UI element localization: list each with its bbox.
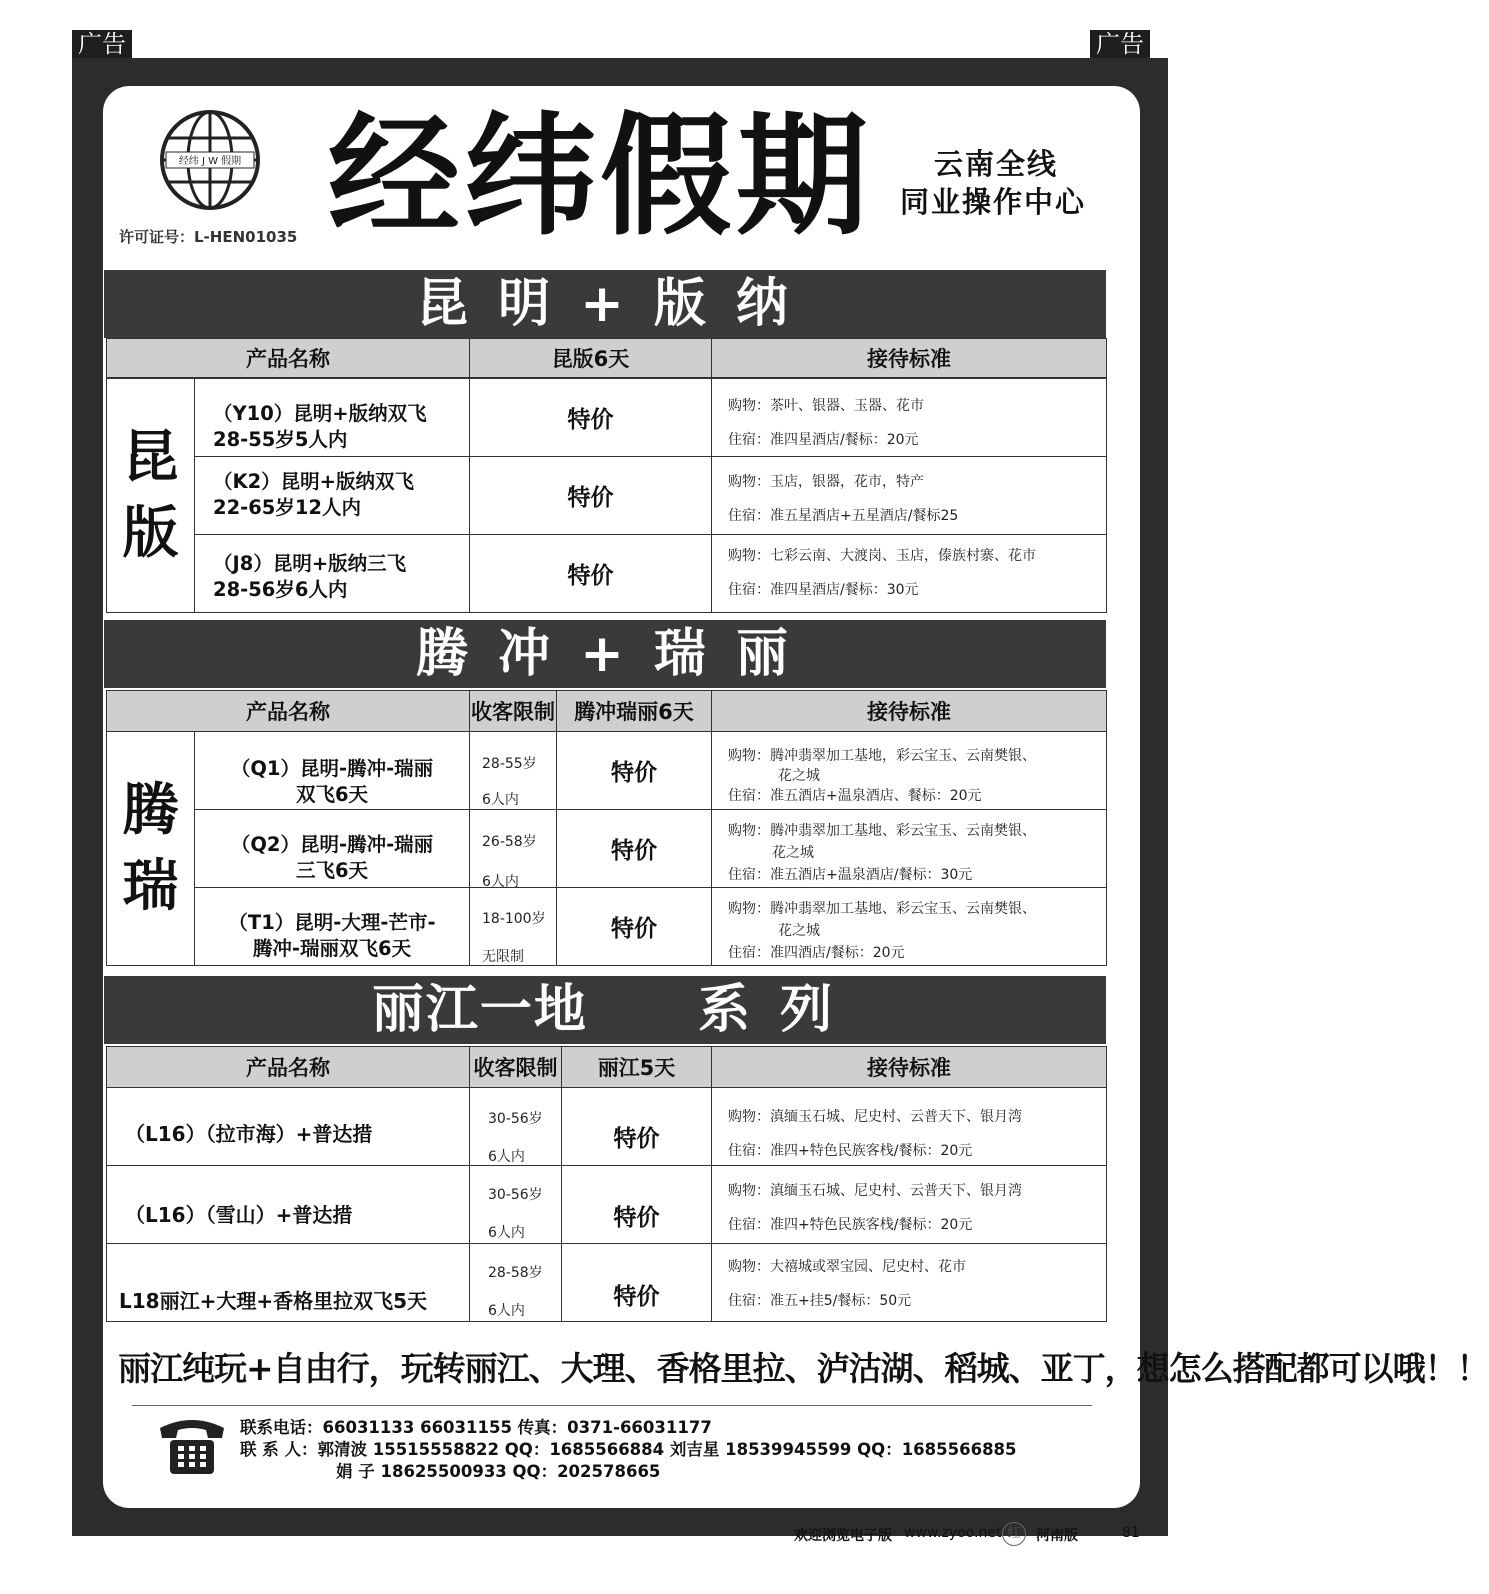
side-char: 版 (122, 500, 179, 566)
price-cell: 特价 (561, 1243, 712, 1322)
footer-edition: 河南版 (1036, 1528, 1078, 1544)
divider (132, 1405, 1092, 1406)
globe-logo-icon (158, 108, 262, 212)
standard-cell (711, 1165, 1107, 1244)
section-title-part-a: 丽江一地 (371, 980, 588, 1040)
footer-site[interactable]: www.zyoo.net (904, 1525, 1002, 1541)
product-name-line2: 双飞6天 (295, 783, 369, 806)
shopping-text-cont: 花之城 (778, 768, 820, 784)
price-cell: 特价 (556, 887, 712, 966)
page-number: 81 (1122, 1525, 1140, 1541)
section-title-part-b: 系 列 (698, 980, 839, 1040)
group-size: 无限制 (482, 949, 524, 965)
ad-tag-left: 广告 (72, 30, 132, 58)
footer-badge-icon: 红 (1002, 1522, 1026, 1546)
standard-cell (711, 1087, 1107, 1166)
product-name-line2: 28-55岁5人内 (213, 428, 348, 451)
header-duration: 丽江5天 (561, 1046, 712, 1088)
lodging-text: 住宿：准四星酒店/餐标：30元 (728, 582, 919, 598)
limit-cell (469, 887, 557, 966)
age-limit: 26-58岁 (482, 834, 537, 850)
product-name-line1: （K2）昆明+版纳双飞 (213, 470, 415, 493)
product-name-line2: 腾冲-瑞丽双飞6天 (252, 937, 412, 960)
group-size: 6人内 (488, 1225, 525, 1241)
header-standard: 接待标准 (711, 690, 1107, 732)
lodging-text: 住宿：准四+特色民族客栈/餐标：20元 (728, 1143, 973, 1159)
shopping-text: 购物：腾冲翡翠加工基地，彩云宝玉、云南樊银、 (728, 748, 1036, 764)
product-name-line1: （J8）昆明+版纳三飞 (213, 552, 407, 575)
shopping-text-cont: 花之城 (778, 923, 820, 939)
limit-cell (469, 1243, 562, 1322)
standard-cell (711, 1243, 1107, 1322)
price-cell: 特价 (556, 809, 712, 888)
shopping-text: 购物：七彩云南、大渡岗、玉店，傣族村寨、花市 (728, 548, 1036, 564)
shopping-text: 购物：腾冲翡翠加工基地、彩云宝玉、云南樊银、 (728, 823, 1036, 839)
product-name-cell (194, 887, 470, 966)
product-name-cell (194, 534, 470, 613)
lodging-text: 住宿：准四酒店/餐标：20元 (728, 945, 905, 961)
telephone-icon (156, 1414, 228, 1476)
lodging-text: 住宿：准五+挂5/餐标：50元 (728, 1293, 912, 1309)
logo-text: 经纬 J W 假期 (178, 156, 242, 167)
header-limit: 收客限制 (469, 690, 557, 732)
price-cell: 特价 (556, 731, 712, 810)
contact-phone-line: 联系电话：66031133 66031155 传真：0371-66031177 (240, 1418, 712, 1437)
price-cell: 特价 (469, 534, 712, 613)
product-name-line1: （Q2）昆明-腾冲-瑞丽 (230, 833, 434, 856)
shopping-text: 购物：玉店，银器，花市，特产 (728, 474, 924, 490)
price-cell: 特价 (469, 378, 712, 457)
header-standard: 接待标准 (711, 1046, 1107, 1088)
lodging-text: 住宿：准五酒店+温泉酒店/餐标：30元 (728, 867, 973, 883)
limit-cell (469, 1087, 562, 1166)
shopping-text: 购物：滇缅玉石城、尼史村、云普天下、银月湾 (728, 1183, 1022, 1199)
section-title-kunban: 昆 明 + 版 纳 (104, 270, 1106, 338)
standard-cell (711, 456, 1107, 535)
product-name-line1: （Y10）昆明+版纳双飞 (213, 402, 427, 425)
promo-slogan: 丽江纯玩+自由行，玩转丽江、大理、香格里拉、泸沽湖、稻城、亚丁，想怎么搭配都可以哦！！ (118, 1349, 1489, 1388)
limit-cell (469, 731, 557, 810)
brand-title: 经纬假期 (328, 100, 872, 254)
product-name-cell: （L16）（拉市海）+普达措 (106, 1087, 470, 1166)
standard-cell (711, 731, 1107, 810)
group-size: 6人内 (488, 1149, 525, 1165)
side-label-tengrui (106, 731, 195, 966)
price-cell: 特价 (561, 1087, 712, 1166)
shopping-text: 购物：滇缅玉石城、尼史村、云普天下、银月湾 (728, 1109, 1022, 1125)
group-size: 6人内 (482, 792, 519, 808)
lodging-text: 住宿：准五酒店+温泉酒店、餐标：20元 (728, 788, 982, 804)
product-name-line1: （T1）昆明-大理-芒市- (228, 911, 436, 934)
contact-persons-line2: 娟 子 18625500933 QQ：202578665 (336, 1462, 661, 1481)
header-duration: 昆版6天 (469, 338, 712, 378)
product-name-line1: （Q1）昆明-腾冲-瑞丽 (230, 757, 434, 780)
standard-cell (711, 887, 1107, 966)
lodging-text: 住宿：准四+特色民族客栈/餐标：20元 (728, 1217, 973, 1233)
product-name-cell: （L16）（雪山）+普达措 (106, 1165, 470, 1244)
header-limit: 收客限制 (469, 1046, 562, 1088)
side-char: 昆 (122, 424, 179, 490)
standard-cell (711, 378, 1107, 457)
product-name-cell: L18丽江+大理+香格里拉双飞5天 (106, 1243, 470, 1322)
ad-tag-right: 广告 (1090, 30, 1150, 58)
limit-cell (469, 809, 557, 888)
section-title-lijiang (104, 976, 1106, 1044)
header-product-name: 产品名称 (106, 1046, 470, 1088)
license-number: 许可证号：L-HEN01035 (119, 228, 298, 246)
product-name-line2: 28-56岁6人内 (213, 578, 348, 601)
header-standard: 接待标准 (711, 338, 1107, 378)
group-size: 6人内 (482, 874, 519, 890)
shopping-text: 购物：腾冲翡翠加工基地、彩云宝玉、云南樊银、 (728, 901, 1036, 917)
product-name-line2: 三飞6天 (295, 859, 369, 882)
side-label-kunban (106, 378, 195, 613)
lodging-text: 住宿：准四星酒店/餐标：20元 (728, 432, 919, 448)
product-name-cell (194, 809, 470, 888)
age-limit: 30-56岁 (488, 1187, 543, 1203)
standard-cell (711, 809, 1107, 888)
brand-subtitle-2: 同业操作中心 (900, 185, 1087, 219)
age-limit: 28-58岁 (488, 1265, 543, 1281)
product-name-line2: 22-65岁12人内 (213, 496, 362, 519)
footer-welcome: 欢迎浏览电子版 (794, 1528, 892, 1544)
section-title-tengrui: 腾 冲 + 瑞 丽 (104, 620, 1106, 688)
brand-subtitle-1: 云南全线 (934, 147, 1059, 181)
standard-cell (711, 534, 1107, 613)
header-duration: 腾冲瑞丽6天 (556, 690, 712, 732)
lodging-text: 住宿：准五星酒店+五星酒店/餐标25 (728, 508, 959, 524)
price-cell: 特价 (561, 1165, 712, 1244)
product-name-cell (194, 456, 470, 535)
header-product-name: 产品名称 (106, 338, 470, 378)
side-char: 瑞 (122, 853, 179, 919)
group-size: 6人内 (488, 1303, 525, 1319)
age-limit: 28-55岁 (482, 756, 537, 772)
side-char: 腾 (122, 777, 179, 843)
contact-persons-line: 联 系 人：郭清波 15515558822 QQ：1685566884 刘吉星 18539945599 QQ：1685566885 (240, 1440, 1017, 1459)
shopping-text-cont: 花之城 (772, 845, 814, 861)
age-limit: 30-56岁 (488, 1111, 543, 1127)
header-product-name: 产品名称 (106, 690, 470, 732)
age-limit: 18-100岁 (482, 911, 546, 927)
price-cell: 特价 (469, 456, 712, 535)
shopping-text: 购物：大禧城或翠宝园、尼史村、花市 (728, 1259, 966, 1275)
product-name-cell (194, 731, 470, 810)
limit-cell (469, 1165, 562, 1244)
product-name-cell (194, 378, 470, 457)
shopping-text: 购物：茶叶、银器、玉器、花市 (728, 398, 924, 414)
